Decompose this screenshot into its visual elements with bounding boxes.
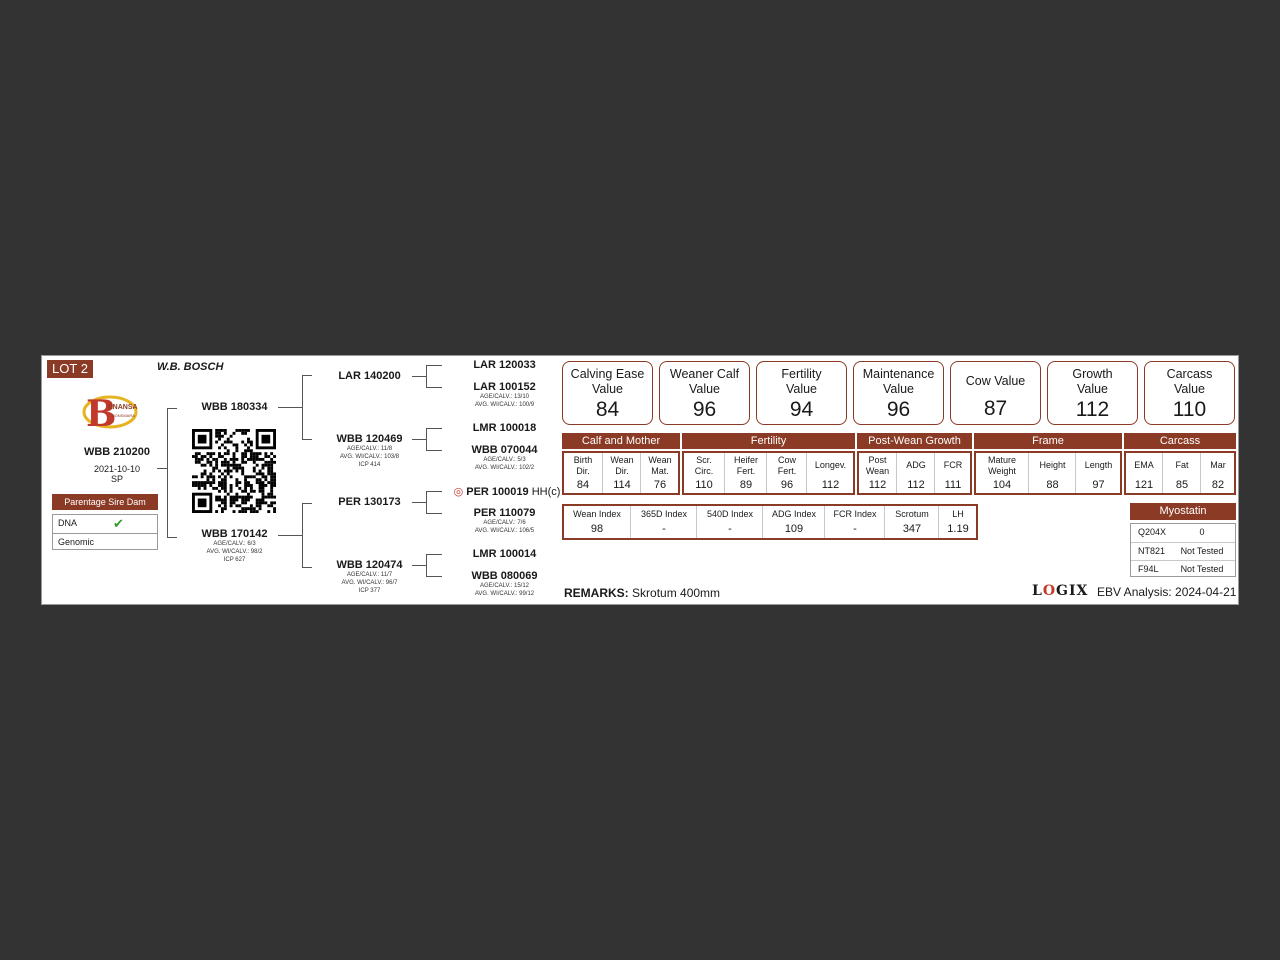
- ped-line: [302, 439, 312, 440]
- ebv-cell: [1200, 453, 1235, 493]
- summary-value: 110: [1172, 398, 1207, 421]
- summary-title: [660, 367, 749, 397]
- ebv-label-text: Wean Mat.: [648, 454, 672, 476]
- summary-title-l1: Maintenance: [862, 367, 935, 381]
- ebv-cell: [934, 453, 971, 493]
- dd-icp: ICP 377: [358, 588, 381, 594]
- ebv-label: Height: [1039, 460, 1066, 470]
- group-header-calf-mother: Calf and Mother: [562, 433, 680, 449]
- ebv-label: ADG: [906, 460, 926, 470]
- ebv-value: 112: [821, 479, 840, 491]
- dam-age: AGE/CALV.: 6/3: [213, 541, 256, 547]
- summary-value: 96: [692, 398, 717, 421]
- ebv-label-text: Mature Weight: [987, 454, 1016, 476]
- ds-node: PER 130173: [338, 496, 401, 508]
- ebv-cell: [766, 453, 807, 493]
- ebv-label-text: Wean Dir.: [610, 454, 634, 476]
- dss-id: PER 100019: [466, 486, 529, 498]
- ebv-value: 84: [576, 479, 590, 491]
- ssd-wi: AVG. WI/CALV.: 100/9: [474, 402, 535, 408]
- index-cell: [824, 506, 885, 538]
- ebv-label: [641, 453, 679, 477]
- sd-id: WBB 120469: [336, 433, 403, 445]
- dna-row: [53, 515, 157, 532]
- summary-title-l1: Fertility: [781, 367, 822, 381]
- ebv-label: Mar: [1210, 460, 1226, 470]
- ebv-value: 110: [695, 479, 713, 491]
- dna-label: DNA: [58, 518, 78, 528]
- ebv-label-text: Cow Fert.: [777, 454, 797, 476]
- ped-line: [302, 375, 312, 376]
- ebv-label: Length: [1084, 460, 1113, 470]
- sdd-wi: AVG. WI/CALV.: 102/2: [474, 465, 535, 471]
- ebv-label: [603, 453, 641, 477]
- ped-line: [426, 428, 442, 429]
- summary-value: 96: [886, 398, 911, 421]
- owner-name: W.B. BOSCH: [157, 361, 224, 373]
- summary-box-carcass: [1144, 361, 1235, 425]
- summary-title-l2: Value: [688, 382, 721, 396]
- summary-title: [1145, 367, 1234, 397]
- summary-title-l2: Value: [1076, 382, 1109, 396]
- animal-dob: [62, 464, 172, 484]
- ped-line: [302, 503, 303, 567]
- ebv-value: 89: [739, 479, 753, 491]
- ebv-cell: [724, 453, 767, 493]
- dss-suffix: HH(c): [531, 486, 561, 498]
- index-value: -: [853, 523, 857, 535]
- summary-box-weaner-calf: [659, 361, 750, 425]
- benansa-logo: [80, 392, 140, 432]
- sd-icp: ICP 414: [358, 462, 381, 468]
- sd-age: AGE/CALV.: 11/8: [346, 446, 393, 452]
- ped-line: [426, 450, 442, 451]
- ddd-age: AGE/CALV.: 15/12: [479, 583, 530, 589]
- index-value: -: [662, 523, 666, 535]
- ebv-cell: [1028, 453, 1076, 493]
- myostatin-row: [1131, 560, 1235, 578]
- remarks-label: REMARKS:: [564, 586, 629, 600]
- ebv-cell: [640, 453, 679, 493]
- ebv-label: Fat: [1175, 460, 1189, 470]
- sss-node: LAR 120033: [473, 359, 536, 371]
- remarks-text: Skrotum 400mm: [632, 586, 721, 600]
- index-value: 109: [784, 523, 804, 535]
- ebv-value: 96: [780, 479, 794, 491]
- index-label: Wean Index: [573, 509, 621, 519]
- dam-node: [182, 528, 287, 564]
- index-label: 365D Index: [640, 509, 688, 519]
- sdd-node: [452, 444, 557, 472]
- ebv-value: 112: [907, 479, 925, 491]
- ddd-id: WBB 080069: [471, 570, 538, 582]
- ebv-label: [725, 453, 767, 477]
- dob-value: 2021-10-10: [93, 464, 141, 474]
- summary-title: [757, 367, 846, 397]
- logo-top-text: ENANSA: [108, 404, 138, 411]
- ebv-label-text: Birth Dir.: [573, 454, 593, 476]
- ebv-label-text: Heifer Fert.: [733, 454, 758, 476]
- dsd-id: PER 110079: [473, 507, 536, 519]
- summary-box-cow-value: [950, 361, 1041, 425]
- lot-badge: LOT 2: [47, 360, 93, 378]
- sdd-age: AGE/CALV.: 5/3: [483, 457, 526, 463]
- ebv-cell: [1162, 453, 1201, 493]
- myostatin-row: [1131, 542, 1235, 560]
- dam-wi: AVG. WI/CALV.: 98/2: [206, 549, 263, 555]
- ebv-label-text: Scr. Circ.: [694, 454, 714, 476]
- ped-line: [426, 428, 427, 450]
- ebv-analysis-date: EBV Analysis: 2024-04-21: [1097, 585, 1237, 599]
- group-header-post-wean: Post-Wean Growth: [857, 433, 972, 449]
- ped-line: [426, 554, 427, 576]
- index-value: 1.19: [947, 523, 969, 535]
- summary-value: 94: [789, 398, 814, 421]
- dd-wi: AVG. WI/CALV.: 96/7: [341, 580, 398, 586]
- index-label: Scrotum: [895, 509, 929, 519]
- animal-id: WBB 210200: [83, 446, 151, 458]
- group-table-carcass: [1124, 451, 1236, 495]
- index-cell: [884, 506, 939, 538]
- index-cell: [564, 506, 630, 538]
- ped-line: [302, 503, 312, 504]
- myostatin-value: 0: [1199, 527, 1205, 537]
- index-cell: [630, 506, 697, 538]
- myostatin-value: Not Tested: [1180, 564, 1224, 574]
- ped-line: [426, 365, 442, 366]
- qr-code-icon[interactable]: [192, 429, 276, 513]
- ebv-value: 121: [1134, 479, 1154, 491]
- ebv-label: Longev.: [814, 460, 847, 470]
- ebv-value: 104: [992, 479, 1012, 491]
- ebv-value: 111: [944, 479, 962, 491]
- summary-box-calving-ease: [562, 361, 653, 425]
- summary-title: [854, 367, 943, 397]
- myostatin-row: [1131, 524, 1235, 541]
- summary-title-l1: Calving Ease: [570, 367, 645, 381]
- ddd-node: [452, 570, 557, 598]
- myostatin-key: F94L: [1138, 564, 1159, 574]
- ped-line: [167, 408, 177, 409]
- ssd-id: LAR 100152: [473, 381, 536, 393]
- ebv-value: 76: [653, 479, 667, 491]
- parentage-header: Parentage Sire Dam: [52, 494, 158, 510]
- ebv-cell: [896, 453, 935, 493]
- ebv-cell: [976, 453, 1028, 493]
- ebv-label: FCR: [943, 460, 963, 470]
- ebv-label: [767, 453, 807, 477]
- index-cell: [938, 506, 977, 538]
- index-table: [562, 504, 978, 540]
- dd-node: [317, 559, 422, 595]
- dd-id: WBB 120474: [336, 559, 403, 571]
- index-value: 98: [590, 523, 604, 535]
- ped-line: [426, 491, 442, 492]
- summary-title-l2: Value: [882, 382, 915, 396]
- myostatin-table: [1130, 523, 1236, 577]
- sdd-id: WBB 070044: [471, 444, 538, 456]
- ebv-value: 82: [1211, 479, 1225, 491]
- sex-value: SP: [110, 474, 123, 484]
- ebv-label-text: Post Wean: [865, 454, 890, 476]
- dsd-wi: AVG. WI/CALV.: 106/5: [474, 528, 535, 534]
- dam-icp: ICP 627: [223, 557, 246, 563]
- ebv-label: [859, 453, 896, 477]
- summary-title-l1: Growth: [1072, 367, 1113, 381]
- ebv-cell: [1126, 453, 1162, 493]
- summary-title: Cow Value: [965, 374, 1026, 388]
- genomic-row: [53, 533, 157, 550]
- index-value: 347: [902, 523, 922, 535]
- dd-age: AGE/CALV.: 11/7: [346, 572, 393, 578]
- ebv-label: EMA: [1134, 460, 1154, 470]
- group-table-fertility: [682, 451, 855, 495]
- ebv-label: [564, 453, 602, 477]
- ebv-value: 88: [1046, 479, 1059, 491]
- myostatin-header: Myostatin: [1130, 503, 1236, 520]
- sire-node: WBB 180334: [201, 401, 268, 413]
- ebv-value: 97: [1092, 479, 1105, 491]
- ped-line: [426, 513, 442, 514]
- index-label: LH: [952, 509, 964, 519]
- ddd-wi: AVG. WI/CALV.: 99/12: [474, 591, 535, 597]
- ebv-value: 85: [1175, 479, 1189, 491]
- group-header-carcass: Carcass: [1124, 433, 1236, 449]
- summary-value: 87: [983, 397, 1008, 420]
- summary-box-growth: [1047, 361, 1138, 425]
- index-label: FCR Index: [833, 509, 877, 519]
- target-icon: ◎: [453, 486, 464, 498]
- dsd-node: [452, 507, 557, 535]
- ebv-cell: [859, 453, 896, 493]
- summary-box-fertility: [756, 361, 847, 425]
- summary-title-l2: Value: [1173, 382, 1206, 396]
- logo-bottom-text: BONSMARA: [112, 413, 135, 418]
- ebv-label: [976, 453, 1028, 477]
- ped-line: [426, 365, 427, 387]
- ped-line: [157, 468, 167, 469]
- ss-node: LAR 140200: [338, 370, 401, 382]
- myostatin-key: NT821: [1138, 546, 1166, 556]
- ebv-value: 114: [613, 479, 631, 491]
- ped-line: [167, 537, 177, 538]
- summary-title: [1048, 367, 1137, 397]
- dsd-age: AGE/CALV.: 7/6: [483, 520, 526, 526]
- ebv-cell: [806, 453, 854, 493]
- summary-title-l1: Weaner Calf: [669, 367, 740, 381]
- ebv-cell: [684, 453, 724, 493]
- summary-title-l2: Value: [785, 382, 818, 396]
- dss-node: [452, 485, 562, 498]
- ped-line: [426, 554, 442, 555]
- index-cell: [696, 506, 763, 538]
- ebv-cell: [602, 453, 641, 493]
- summary-value: 84: [595, 398, 620, 421]
- ped-line: [167, 408, 168, 537]
- dam-id: WBB 170142: [201, 528, 268, 540]
- ebv-value: 112: [868, 479, 887, 491]
- group-table-frame: [974, 451, 1122, 495]
- group-header-frame: Frame: [974, 433, 1122, 449]
- ped-line: [426, 576, 442, 577]
- summary-title-l2: Value: [591, 382, 624, 396]
- ped-line: [426, 387, 442, 388]
- sds-node: LMR 100018: [472, 422, 537, 434]
- ssd-age: AGE/CALV.: 13/10: [479, 394, 530, 400]
- dds-node: LMR 100014: [472, 548, 537, 560]
- check-icon: ✔: [113, 516, 124, 531]
- ebv-cell: [564, 453, 602, 493]
- svg-text:B: B: [86, 393, 117, 432]
- logo-part: L: [1032, 583, 1043, 599]
- ssd-node: [452, 381, 557, 409]
- logo-part: GIX: [1056, 583, 1089, 599]
- remarks: [564, 586, 720, 600]
- summary-value: 112: [1075, 398, 1110, 421]
- ebv-cell: [1075, 453, 1121, 493]
- index-label: 540D Index: [706, 509, 754, 519]
- ped-line: [426, 491, 427, 513]
- summary-title: [563, 367, 652, 397]
- sd-node: [317, 433, 422, 469]
- myostatin-key: Q204X: [1138, 527, 1167, 537]
- group-table-post-wean: [857, 451, 972, 495]
- parentage-status: [52, 514, 158, 550]
- group-table-calf-mother: [562, 451, 680, 495]
- ebv-label: [684, 453, 724, 477]
- animal-card: [41, 355, 1239, 605]
- summary-box-maintenance: [853, 361, 944, 425]
- summary-title-l1: Carcass: [1166, 367, 1213, 381]
- group-header-fertility: Fertility: [682, 433, 855, 449]
- index-value: -: [728, 523, 732, 535]
- genomic-label: Genomic: [58, 537, 95, 547]
- ped-line: [302, 567, 312, 568]
- sd-wi: AVG. WI/CALV.: 103/8: [339, 454, 400, 460]
- logix-logo: [1032, 583, 1088, 599]
- logo-part: O: [1042, 583, 1057, 599]
- index-label: ADG Index: [771, 509, 817, 519]
- ped-line: [302, 375, 303, 439]
- myostatin-value: Not Tested: [1180, 546, 1224, 556]
- index-cell: [762, 506, 825, 538]
